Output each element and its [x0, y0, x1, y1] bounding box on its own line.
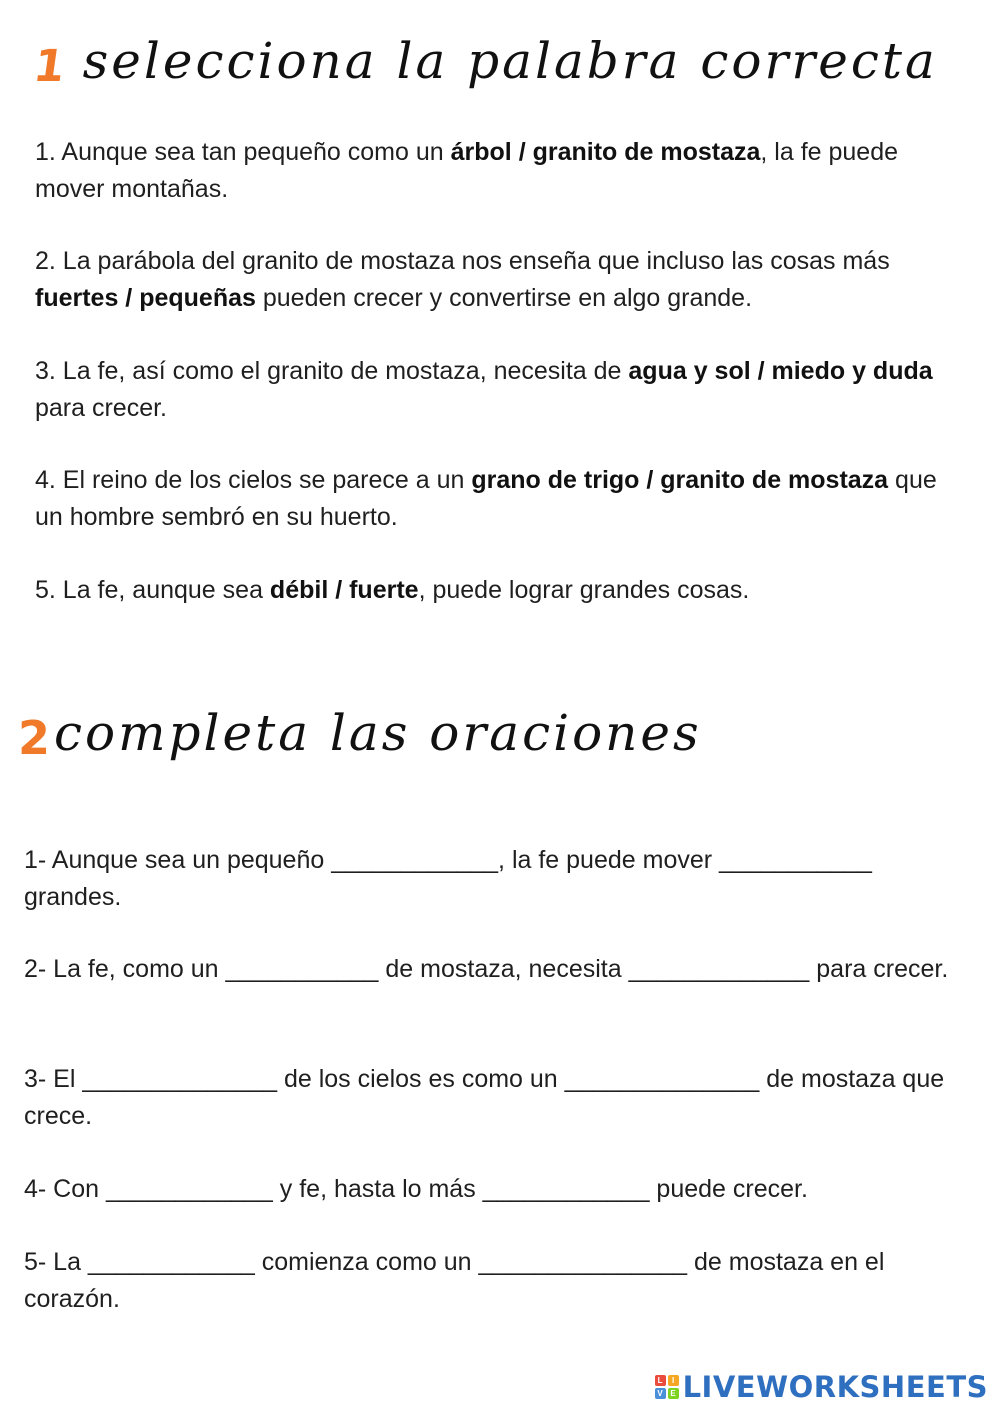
logo-tile: V [655, 1388, 666, 1399]
s2-item-5[interactable]: 5- La ____________ comienza como un _______________ de mostaza en el corazón. [24, 1248, 885, 1313]
logo-text: LIVEWORKSHEETS [682, 1370, 988, 1404]
word-choice[interactable]: fuertes / pequeñas [35, 284, 256, 312]
s2-item-3[interactable]: 3- El ______________ de los cielos es como un ______________ de mostaza que crece. [24, 1065, 945, 1130]
word-choice[interactable]: débil / fuerte [269, 576, 419, 604]
liveworksheets-logo [655, 1370, 988, 1404]
logo-tile: I [668, 1375, 679, 1386]
s2-item-2[interactable]: 2- La fe, como un ___________ de mostaza, necesita _____________ para crecer. [24, 955, 949, 983]
s2-item-1[interactable]: 1- Aunque sea un pequeño ____________, la fe puede mover ___________ grandes. [24, 846, 872, 911]
logo-mark-icon [655, 1375, 679, 1399]
section1-header [30, 32, 938, 92]
word-choice[interactable]: árbol / granito de mostaza [450, 138, 761, 166]
word-choice[interactable]: grano de trigo / granito de mostaza [471, 466, 889, 494]
logo-tile: E [668, 1388, 679, 1399]
s1-item-5: 5. La fe, aunque sea débil / fuerte, puede lograr grandes cosas. [35, 576, 750, 604]
word-choice[interactable]: agua y sol / miedo y duda [628, 357, 933, 385]
s1-item-2: 2. La parábola del granito de mostaza nos enseña que incluso las cosas más fuertes / pequeñas pueden crecer y convertirse en algo grande. [35, 247, 890, 312]
s1-item-4: 4. El reino de los cielos se parece a un grano de trigo / granito de mostaza que un hombre sembró en su huerto. [35, 466, 937, 531]
logo-tile: L [655, 1375, 666, 1386]
section2-header [18, 704, 702, 765]
section2-number: 2 [18, 711, 51, 765]
section2-title: completa las oraciones [54, 704, 702, 762]
section1-title: selecciona la palabra correcta [82, 32, 938, 90]
s2-item-4[interactable]: 4- Con ____________ y fe, hasta lo más ____________ puede crecer. [24, 1175, 808, 1203]
section1-number: 1 [30, 41, 69, 92]
s1-item-3: 3. La fe, así como el granito de mostaza, necesita de agua y sol / miedo y duda para crecer. [35, 357, 933, 422]
s1-item-1: 1. Aunque sea tan pequeño como un árbol / granito de mostaza, la fe puede mover montañas. [35, 138, 899, 203]
